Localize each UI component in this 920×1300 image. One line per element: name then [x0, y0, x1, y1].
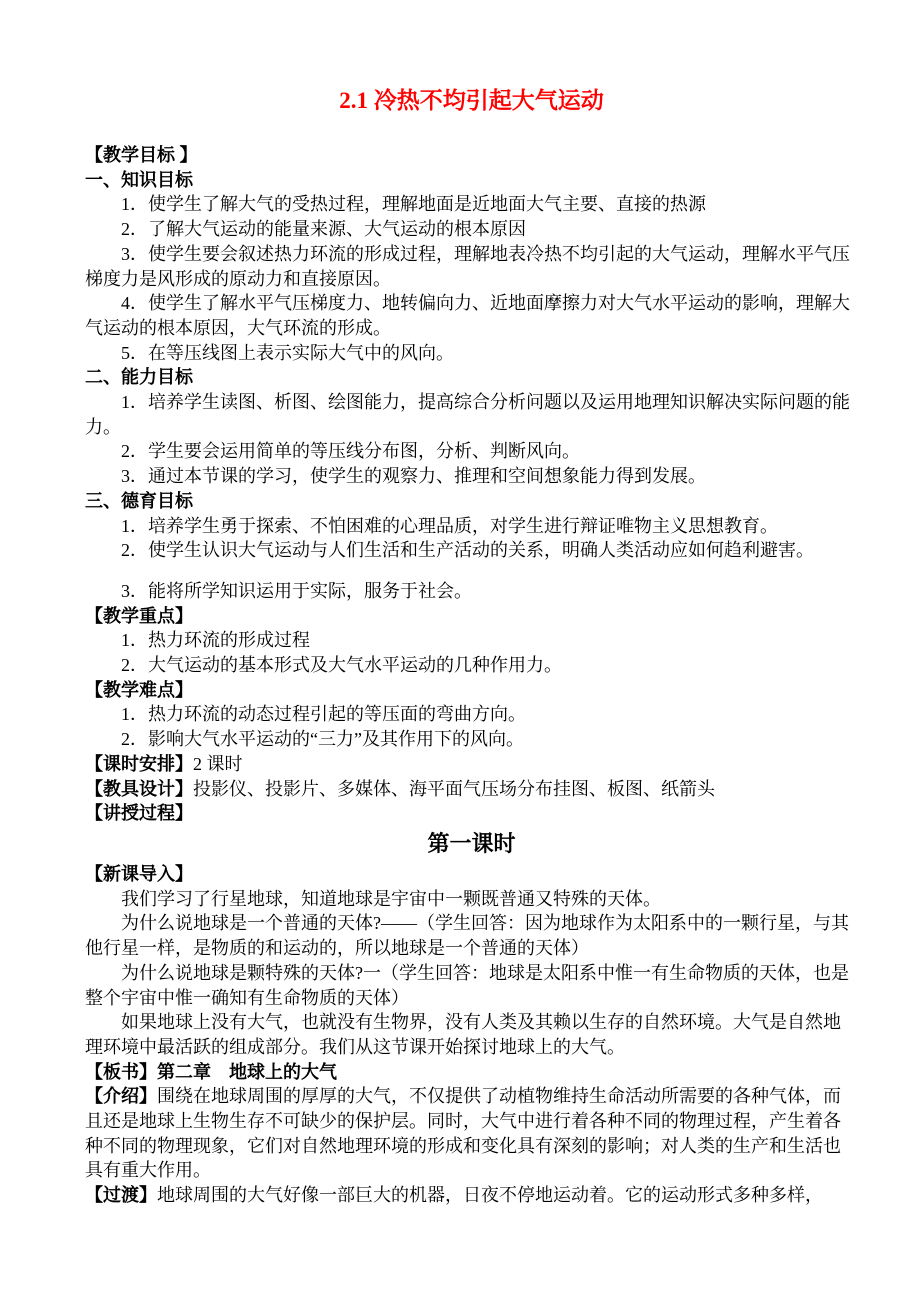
- teaching-aids-line: [85, 777, 858, 802]
- list-item: 2．了解大气运动的能量来源、大气运动的根本原因: [121, 219, 526, 240]
- subsection-header-ability-goals: 二、能力目标: [85, 367, 193, 388]
- subsection-header-knowledge-goals: 一、知识目标: [85, 169, 193, 190]
- board-writing-line: 【板书】第二章 地球上的大气: [85, 1061, 337, 1082]
- list-item: 5．在等压线图上表示实际大气中的风向。: [121, 342, 454, 363]
- introduction-label: 【介绍】: [85, 1086, 157, 1107]
- transition-label: 【过渡】: [85, 1185, 157, 1206]
- section-header-teaching-goals: 【教学目标 】: [85, 145, 198, 165]
- list-item: 2．学生要会运用简单的等压线分布图，分析、判断风向。: [121, 441, 580, 462]
- list-item: 3．能将所学知识运用于实际，服务于社会。: [121, 580, 472, 601]
- subsection-header-moral-goals: 三、德育目标: [85, 490, 193, 511]
- schedule-label: 【课时安排】: [85, 753, 193, 774]
- transition-paragraph: [85, 1183, 858, 1208]
- transition-text: 地球周围的大气好像一部巨大的机器，日夜不停地运动着。它的运动形式多种多样，: [157, 1185, 823, 1206]
- list-item: 2．影响大气水平运动的“三力”及其作用下的风向。: [121, 729, 524, 750]
- list-item: 1．培养学生读图、析图、绘图能力，提高综合分析问题以及运用地理知识解决实际问题的能力。: [85, 392, 850, 437]
- list-item: 3．使学生要会叙述热力环流的形成过程，理解地表冷热不均引起的大气运动，理解水平气压梯度力是风形成的原动力和直接原因。: [85, 243, 850, 289]
- teaching-aids-label: 【教具设计】: [85, 778, 193, 799]
- introduction-paragraph: [85, 1084, 858, 1183]
- paragraph: 我们学习了行星地球，知道地球是宇宙中一颗既普通又特殊的天体。: [121, 888, 661, 909]
- blank-line: [85, 563, 858, 579]
- list-item: 1．培养学生勇于探索、不怕困难的心理品质，对学生进行辩证唯物主义思想教育。: [121, 515, 778, 536]
- paragraph: 为什么说地球是一个普通的天体?——（学生回答：因为地球作为太阳系中的一颗行星，与其他行星一样，是物质的和运动的，所以地球是一个普通的天体）: [85, 913, 849, 959]
- page-title: 2.1 冷热不均引起大气运动: [339, 88, 604, 113]
- list-item: 3．通过本节课的学习，使学生的观察力、推理和空间想象能力得到发展。: [121, 466, 706, 487]
- list-item: 1．热力环流的形成过程: [121, 630, 310, 651]
- paragraph: 如果地球上没有大气，也就没有生物界，没有人类及其赖以生存的自然环境。大气是自然地理环境中最活跃的组成部分。我们从这节课开始探讨地球上的大气。: [85, 1012, 841, 1057]
- list-item: 4．使学生了解水平气压梯度力、地转偏向力、近地面摩擦力对大气水平运动的影响，理解大气运动的根本原因，大气环流的形成。: [85, 293, 850, 338]
- schedule-line: [85, 752, 858, 777]
- section-header-key-points: 【教学重点】: [85, 605, 193, 626]
- section-header-lead-in: 【新课导入】: [85, 863, 193, 884]
- schedule-value: 2 课时: [193, 753, 243, 774]
- list-item: 1．热力环流的动态过程引起的等压面的弯曲方向。: [121, 704, 526, 725]
- list-item: 1．使学生了解大气的受热过程，理解地面是近地面大气主要、直接的热源: [121, 194, 706, 215]
- paragraph: 为什么说地球是颗特殊的天体?一（学生回答：地球是太阳系中惟一有生命物质的天体，也是整个宇宙中惟一确知有生命物质的天体）: [85, 962, 849, 1008]
- lesson-one-heading: 第一课时: [427, 830, 516, 856]
- list-item: 2．大气运动的基本形式及大气水平运动的几种作用力。: [121, 655, 562, 676]
- introduction-text: 围绕在地球周围的厚厚的大气，不仅提供了动植物维持生命活动所需要的各种气体，而且还是地球上生物生存不可缺少的保护层。同时，大气中进行着各种不同的物理过程，产生着各种不同的物理现象，它们对自然地理环境的形成和变化具有深刻的影响；对人类的生产和生活也具有重大作用。: [85, 1086, 841, 1181]
- section-header-teaching-process: 【讲授过程】: [85, 803, 193, 824]
- list-item: 2．使学生认识大气运动与人们生活和生产活动的关系，明确人类活动应如何趋利避害。: [121, 540, 814, 561]
- section-header-difficulties: 【教学难点】: [85, 679, 193, 700]
- teaching-aids-value: 投影仪、投影片、多媒体、海平面气压场分布挂图、板图、纸箭头: [193, 778, 715, 799]
